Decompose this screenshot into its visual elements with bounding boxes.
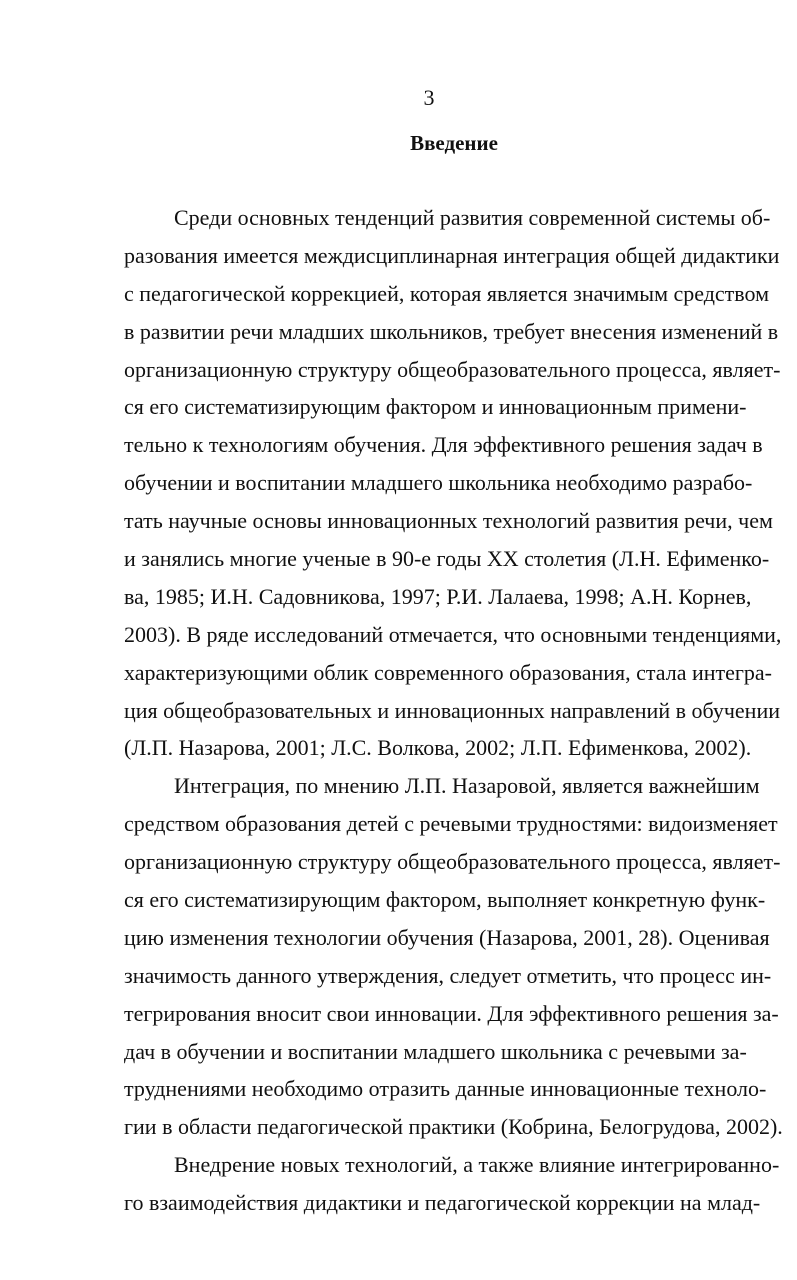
section-heading: Введение <box>410 131 498 155</box>
text-line: ся его систематизирующим фактором, выполняет конкретную функ- <box>124 887 766 913</box>
text-line: тельно к технологиям обучения. Для эффективного решения задач в <box>124 432 763 458</box>
text-line: и занялись многие ученые в 90-е годы XX столетия (Л.Н. Ефименко- <box>124 546 770 572</box>
text-line: го взаимодействия дидактики и педагогической коррекции на млад- <box>124 1190 761 1216</box>
text-line: характеризующими облик современного образования, стала интегра- <box>124 659 773 685</box>
text-line: труднениями необходимо отразить данные инновационные техноло- <box>124 1076 767 1102</box>
text-line: значимость данного утверждения, следует отметить, что процесс ин- <box>124 962 772 988</box>
body-text <box>124 203 783 1226</box>
text-line: 2003). В ряде исследований отмечается, что основными тенденциями, <box>124 621 782 647</box>
text-line: обучении и воспитании младшего школьника необходимо разрабо- <box>124 470 753 496</box>
text-line: ва, 1985; И.Н. Садовникова, 1997; Р.И. Лалаева, 1998; А.Н. Корнев, <box>124 583 752 609</box>
paragraph-1 <box>124 203 782 771</box>
text-line: организационную структуру общеобразовательного процесса, являет- <box>124 356 781 382</box>
paragraph-2 <box>124 771 783 1150</box>
text-line: с педагогической коррекцией, которая является значимым средством <box>124 280 770 306</box>
text-line: Интеграция, по мнению Л.П. Назаровой, является важнейшим <box>174 773 760 799</box>
text-line: цию изменения технологии обучения (Назарова, 2001, 28). Оценивая <box>124 924 770 950</box>
text-line: тегрирования вносит свои инновации. Для эффективного решения за- <box>124 1000 779 1026</box>
text-line: организационную структуру общеобразовательного процесса, являет- <box>124 849 781 875</box>
text-line: ция общеобразовательных и инновационных направлений в обучении <box>124 697 780 723</box>
paragraph-3 <box>124 1150 780 1226</box>
page-number: 3 <box>423 85 435 110</box>
text-line: гии в области педагогической практики (Кобрина, Белогрудова, 2002). <box>124 1114 783 1140</box>
text-line: тать научные основы инновационных технологий развития речи, чем <box>124 508 773 534</box>
text-line: средством образования детей с речевыми трудностями: видоизменяет <box>124 811 778 837</box>
text-line: (Л.П. Назарова, 2001; Л.С. Волкова, 2002; Л.П. Ефименкова, 2002). <box>124 735 752 761</box>
text-line: дач в обучении и воспитании младшего школьника с речевыми за- <box>124 1038 747 1064</box>
text-line: разования имеется междисциплинарная интеграция общей дидактики <box>124 242 780 268</box>
text-line: в развитии речи младших школьников, требует внесения изменений в <box>124 318 779 344</box>
text-line: ся его систематизирующим фактором и инновационным примени- <box>124 394 747 420</box>
text-line: Среди основных тенденций развития современной системы об- <box>174 205 771 230</box>
text-line: Внедрение новых технологий, а также влияние интегрированно- <box>174 1152 780 1178</box>
